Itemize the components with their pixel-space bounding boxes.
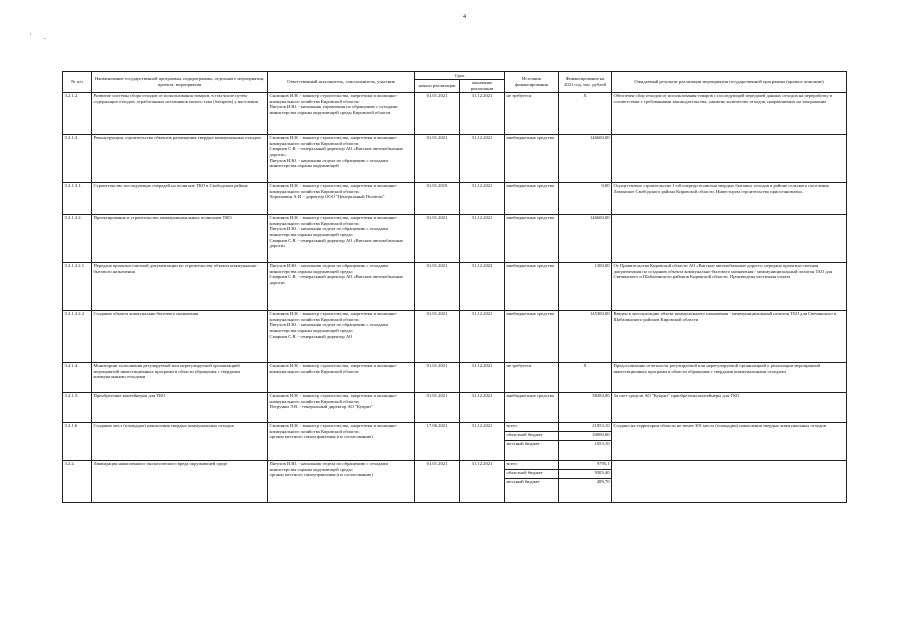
table-row — [63, 92, 847, 134]
finance-line: 1053,10 — [594, 441, 610, 447]
row-result: Создано на территории области не менее 301 места (площадки) накопления твердых коммунальных отходов — [612, 422, 847, 460]
finance-line: 489,70 — [596, 479, 610, 485]
row-number: 3.2.1.3. — [63, 134, 92, 182]
row-name: Строительство последующих очередей на полигоне ТКО в Свободском районе — [92, 182, 268, 214]
row-result: Введен в эксплуатацию объект коммунального назначения - межмуниципальный полигон ТБО для Свечинского и Шабалинского районов Кировской области — [612, 310, 847, 362]
executor-line: Скопинов И.Н. - министр строительства, энергетики и жилищно-коммунального хозяйства Кировской области — [269, 135, 398, 146]
source-line: местный бюджет — [506, 441, 540, 447]
row-executors — [268, 392, 415, 422]
row-finance: 1300,00 — [559, 262, 612, 310]
page-number: 4 — [463, 14, 466, 20]
row-finance: 146600,00 — [559, 214, 612, 262]
row-end-date: 31.12.2021 — [460, 92, 505, 134]
executor-line: Смирнов С.В. - генеральный директор АО «Вятские автомобильные дороги» — [269, 237, 404, 249]
table-row — [63, 182, 847, 214]
row-source: внебюджетные средства — [505, 134, 559, 182]
row-start-date: 01.01.2019 — [415, 182, 460, 214]
row-start-date: 17.06.2021 — [415, 422, 460, 460]
table-row — [63, 262, 847, 310]
row-start-date: 01.01.2021 — [415, 134, 460, 182]
executor-line: Хорошавин А.И. - директор ООО "Центральный Полигон" — [269, 194, 385, 200]
row-executors — [268, 422, 415, 460]
table-row — [63, 392, 847, 422]
row-start-date: 01.01.2021 — [415, 362, 460, 392]
source-line: местный бюджет — [506, 479, 540, 485]
row-start-date: 01.01.2021 — [415, 392, 460, 422]
table-row — [63, 460, 847, 502]
row-name: Реконструкция, строительство объектов размещения твердых коммунальных отходов — [92, 134, 268, 182]
executor-line: Смирнов С.В. - генеральный директор АО «Вятские автомобильные дороги»; — [269, 146, 404, 158]
row-source: не требуется — [505, 362, 559, 392]
header-executor: Ответственный исполнитель, соисполнитель, участник — [268, 72, 415, 93]
row-name: Ликвидация накопленного экологического вреда окружающей среде — [92, 460, 268, 502]
executor-line: Петрунин Э.В. - генеральный директор АО "Куприт" — [269, 404, 374, 410]
row-name: Мониторинг исполнения регулируемой или нерегулируемой организацией мероприятий инвестиционных программ в области обращения с твердыми коммунальными отходами — [92, 362, 268, 392]
executor-line: органы местного самоуправления (по согласованию) — [269, 434, 373, 440]
table-row — [63, 422, 847, 460]
row-start-date: 01.01.2021 — [415, 460, 460, 502]
row-executors — [268, 182, 415, 214]
executor-line: Смирнов С.В. - генеральный директор АО «Вятские автомобильные дороги» — [269, 274, 404, 286]
row-start-date: 01.01.2021 — [415, 92, 460, 134]
header-start: начало реализации — [415, 79, 460, 92]
row-finance — [559, 460, 612, 502]
executor-line: Пятухов И.Ю. - начальник отдела по обращению с отходами министерства охраны окружающей — [269, 157, 388, 169]
row-source: внебюджетные средства — [505, 262, 559, 310]
executor-line: Пятухов И.Ю. - начальник управления по обращению с отходами министерства охраны окружающей среды Кировской области — [269, 104, 398, 116]
row-start-date: 01.01.2021 — [415, 262, 460, 310]
executor-line: Пятухов И.Ю. - начальник отдела по обращению с отходами министерства охраны окружающей среды; — [269, 226, 388, 238]
row-executors — [268, 310, 415, 362]
row-source: внебюджетные средства — [505, 182, 559, 214]
row-number: 3.2.1.4. — [63, 362, 92, 392]
row-end-date: 31.12.2021 — [460, 214, 505, 262]
row-finance: X — [559, 362, 612, 392]
row-end-date: 31.12.2023 — [460, 262, 505, 310]
source-line: всего — [505, 461, 558, 470]
row-executors — [268, 262, 415, 310]
header-term: Срок — [415, 72, 505, 80]
header-row — [63, 72, 847, 80]
row-executors — [268, 92, 415, 134]
row-source: не требуется — [505, 92, 559, 134]
header-finance: Финансирование на 2021 год, тыс. рублей — [559, 72, 612, 93]
row-result — [612, 134, 847, 182]
row-name: Создание объекта коммунально-бытового назначения — [92, 310, 268, 362]
row-end-date: 31.12.2021 — [460, 134, 505, 182]
row-number: 3.2.1.3.2.1 — [63, 262, 92, 310]
row-number: 3.2.1.5. — [63, 392, 92, 422]
table-row — [63, 214, 847, 262]
executor-line: органы местного самоуправления (по согласованию) — [269, 472, 373, 478]
row-number: 3.2.2. — [63, 460, 92, 502]
executor-line: Скопинов И.Н. - министр строительства, энергетики и жилищно-коммунального хозяйства Кировской области; — [269, 183, 398, 194]
row-result — [612, 460, 847, 502]
row-finance: 58284,00 — [559, 392, 612, 422]
row-end-date: 31.12.2021 — [460, 392, 505, 422]
table-row — [63, 362, 847, 392]
executor-line: Скопинов И.Н. - министр строительства, энергетики и жилищно-коммунального хозяйства Кировской области; — [269, 423, 398, 434]
row-finance: X — [559, 92, 612, 134]
row-number: 3.2.1.3.2. — [63, 214, 92, 262]
row-executors — [268, 214, 415, 262]
row-result: От Правительства Кировской области АО «Вятские автомобильные дороги» передана проектно-сметная документация по созданию объекта коммунально-бытового назначения - межмуниципальный полигон ТБО для Свечинского и Шабалинского районов Кировской области. Произведена частичная оплата — [612, 262, 847, 310]
row-number: 3.2.1.3.1. — [63, 182, 92, 214]
table-row — [63, 134, 847, 182]
row-end-date: 31.12.2021 — [460, 182, 505, 214]
row-source — [505, 460, 559, 502]
row-executors — [268, 134, 415, 182]
row-number: 3.2.1.3.2.2 — [63, 310, 92, 362]
header-name: Наименование государственной программы, подпрограммы, отдельного мероприятия, проекта, мероприятия — [92, 72, 268, 93]
scan-speck: - — [44, 36, 46, 42]
row-number: 3.2.1.6 — [63, 422, 92, 460]
finance-line: 21053,10 — [559, 423, 611, 432]
executor-line: Пятухов И.Ю. - начальник отдела по обращению с отходами министерства охраны окружающей среды; — [269, 461, 388, 472]
row-executors — [268, 362, 415, 392]
executor-line: Скопинов И.Н. - министр строительства, энергетики и жилищно-коммунального хозяйства Кировской области; — [269, 393, 398, 404]
row-name: Создание мест (площадок) накопления твердых коммунальных отходов — [92, 422, 268, 460]
row-result — [612, 214, 847, 262]
row-number: 3.2.1.2. — [63, 92, 92, 134]
program-table — [62, 71, 847, 503]
row-executors — [268, 460, 415, 502]
source-line: всего — [505, 423, 558, 432]
row-end-date: 31.12.2021 — [460, 422, 505, 460]
row-name: Передача проектно-сметной документации по строительству объекта коммунально-бытового назначения — [92, 262, 268, 310]
executor-line: Скопинов И.Н. - министр строительства, энергетики и жилищно-коммунального хозяйства Кировской области — [269, 363, 398, 374]
row-name: Развитие системы сбора отходов от использования товаров, в том числе путём содержащих отходов, отработанных источников малого тока (батареек) у населения — [92, 92, 268, 134]
row-end-date: 31.12.2021 — [460, 460, 505, 502]
header-result: Ожидаемый результат реализации мероприятия государственной программы (краткое описание) — [612, 72, 847, 93]
finance-line: 9305,40 — [559, 470, 611, 479]
header-num: № п/п — [63, 72, 92, 93]
header-end: окончание реализации — [460, 79, 505, 92]
row-source: внебюджетные средства — [505, 310, 559, 362]
source-line: областной бюджет — [505, 470, 558, 479]
row-source: внебюджетные средства — [505, 392, 559, 422]
row-finance: 146600,00 — [559, 134, 612, 182]
source-line: областной бюджет — [505, 432, 558, 441]
row-end-date: 31.12.2021 — [460, 310, 505, 362]
row-start-date: 01.01.2021 — [415, 310, 460, 362]
finance-line: 20000,00 — [559, 432, 611, 441]
row-result: Обеспечен сбор отходов от использования товаров с последующей передачей данных отходов на переработку в соответствии с требованиями законодательства, снижено количество отходов, направляемых на захоронение — [612, 92, 847, 134]
row-result: Предоставление отчетности регулируемой или нерегулируемой организацией о реализации мероприятий инвестиционных программ в области обращения с твердыми коммунальными отходами — [612, 362, 847, 392]
executor-line: Пятухов И.Ю. - начальник отдела по обращению с отходами министерства охраны окружающей среды; — [269, 263, 388, 274]
finance-line: 9795,1 — [559, 461, 611, 470]
row-result: За счет средств АО "Куприт" приобретены контейнеры для ТКО — [612, 392, 847, 422]
row-source: внебюджетные средства — [505, 214, 559, 262]
scan-speck: , — [30, 30, 32, 36]
header-source: Источник финансирования — [505, 72, 559, 93]
row-finance — [559, 422, 612, 460]
row-result: Осуществлено строительство 1-ой очереди полигона твердых бытовых отходов в районе сельского поселения Лапинское Свободского района Кировской области. Инвестором строительство приостановлено. — [612, 182, 847, 214]
executor-line: Скопинов И.Н. - министр строительства, энергетики и жилищно-коммунального хозяйства Кировской области; — [269, 311, 398, 322]
row-finance: 0,00 — [559, 182, 612, 214]
table-row — [63, 310, 847, 362]
row-finance: 145300,00 — [559, 310, 612, 362]
row-source — [505, 422, 559, 460]
executor-line: Скопинов И.Н. - министр строительства, энергетики и жилищно-коммунального хозяйства Кировской области; — [269, 215, 398, 226]
executor-line: Смирнов С.В. - генеральный директор АО — [269, 333, 353, 339]
row-name: Приобретение контейнеров для ТКО — [92, 392, 268, 422]
row-end-date: 31.12.2021 — [460, 362, 505, 392]
executor-line: Скопинов И.Н. - министр строительства, энергетики и жилищно-коммунального хозяйства Кировской области; — [269, 93, 398, 104]
executor-line: Пятухов И.Ю. - начальник отдела по обращению с отходами министерства охраны окружающей среды; — [269, 322, 388, 334]
row-start-date: 01.01.2021 — [415, 214, 460, 262]
row-name: Проектирование и строительство межмуниципальных полигонов ТКО — [92, 214, 268, 262]
